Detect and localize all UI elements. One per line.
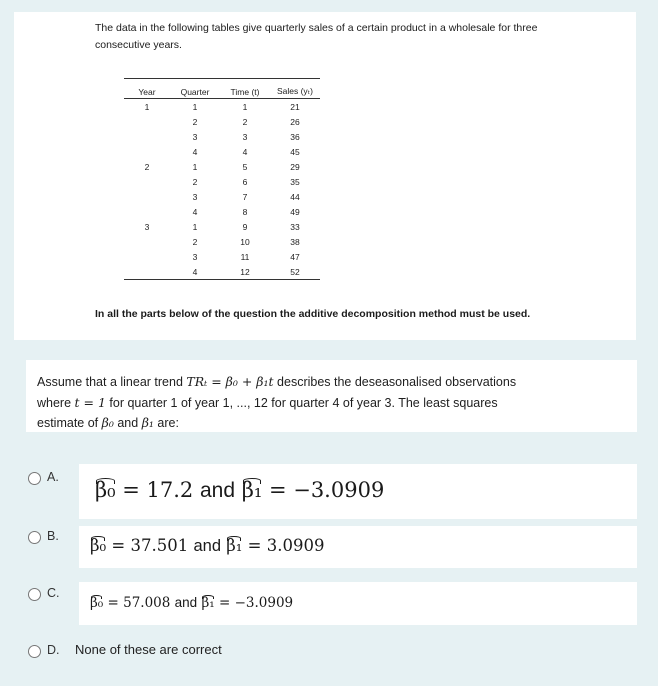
cell-time: 4: [242, 146, 248, 157]
beta0-hat: β₀: [95, 478, 116, 502]
option-d-text[interactable]: None of these are correct: [75, 642, 222, 657]
cell-sales: 36: [290, 131, 300, 142]
intro-text: The data in the following tables give quarterly sales of a certain product in a wholesale for three consecutive years.: [95, 22, 538, 51]
cell-time: 10: [240, 236, 250, 247]
cell-year: [124, 144, 170, 159]
cell-time: 12: [240, 266, 250, 277]
option-c-box[interactable]: [79, 582, 637, 625]
header-time: Time (t): [220, 79, 270, 99]
table-header-row: [124, 79, 320, 99]
cell-time: 11: [240, 251, 250, 262]
cell-time: 2: [242, 116, 248, 127]
cell-year: [124, 129, 170, 144]
option-c-and: and: [174, 595, 198, 610]
table-row: [124, 114, 320, 129]
sales-table: [124, 78, 320, 280]
cell-quarter: 3: [192, 191, 198, 202]
table-row: [124, 99, 320, 115]
cell-quarter: 4: [192, 146, 198, 157]
option-d-radio[interactable]: [28, 645, 41, 658]
option-b-box[interactable]: [79, 526, 637, 568]
header-year: Year: [124, 79, 170, 99]
cell-quarter: 4: [192, 206, 198, 217]
cell-sales: 45: [290, 146, 300, 157]
option-a-label: A.: [47, 470, 59, 484]
question-data-panel: [14, 12, 636, 340]
cell-quarter: 3: [192, 131, 198, 142]
cell-quarter: 2: [192, 116, 198, 127]
cell-quarter: 1: [192, 101, 198, 112]
table-row: [124, 219, 320, 234]
cell-time: 7: [242, 191, 248, 202]
cell-sales: 29: [290, 161, 300, 172]
cell-quarter: 2: [192, 236, 198, 247]
question-line3-a: estimate of: [37, 416, 102, 430]
t-equals-1: t = 1: [74, 394, 106, 410]
beta1-symbol: β₁: [141, 415, 154, 430]
cell-quarter: 3: [192, 251, 198, 262]
cell-quarter: 1: [192, 161, 198, 172]
cell-quarter: 1: [192, 221, 198, 232]
beta0-symbol: β₀: [101, 415, 114, 430]
option-a-and: and: [199, 479, 236, 502]
option-a-box[interactable]: [79, 464, 637, 519]
cell-year: 2: [144, 161, 150, 172]
option-b-and: and: [193, 537, 221, 555]
table-row: [124, 234, 320, 249]
cell-quarter: 2: [192, 176, 198, 187]
beta0-hat: β₀: [90, 595, 104, 611]
table-row: [124, 129, 320, 144]
table-row: [124, 204, 320, 219]
table-body: [124, 99, 320, 280]
cell-sales: 44: [290, 191, 300, 202]
cell-year: 3: [144, 221, 150, 232]
table-row: [124, 189, 320, 204]
cell-sales: 52: [290, 266, 300, 277]
option-b-b1: = 3.0909: [247, 536, 325, 555]
question-line2-a: where: [37, 395, 75, 410]
cell-time: 8: [242, 206, 248, 217]
option-a-b0: = 17.2: [122, 478, 194, 502]
cell-year: [124, 114, 170, 129]
cell-year: [124, 204, 170, 219]
cell-time: 9: [242, 221, 248, 232]
option-b-answer: [90, 536, 324, 556]
trend-formula: TRₜ = β₀ + β₁t: [186, 374, 274, 389]
cell-year: [124, 249, 170, 264]
option-c-answer: [90, 595, 293, 611]
cell-year: [124, 174, 170, 189]
beta1-hat: β₁: [226, 536, 243, 555]
cell-sales: 33: [290, 221, 300, 232]
question-panel: [26, 360, 637, 432]
question-line2-b: for quarter 1 of year 1, ..., 12 for quarter 4 of year 3. The least squares: [105, 395, 498, 410]
option-a-answer: [95, 478, 384, 503]
beta1-hat: β₁: [201, 595, 215, 611]
header-sales: Sales (yₜ): [270, 79, 320, 99]
table-row: [124, 249, 320, 264]
cell-sales: 49: [290, 206, 300, 217]
cell-time: 6: [242, 176, 248, 187]
table-row: [124, 264, 320, 280]
table-row: [124, 174, 320, 189]
additive-note: In all the parts below of the question the additive decomposition method must be used.: [95, 308, 531, 320]
question-line3-c: are:: [153, 416, 179, 430]
beta1-hat: β₁: [241, 478, 263, 502]
cell-time: 1: [242, 101, 248, 112]
cell-sales: 26: [290, 116, 300, 127]
option-d-label: D.: [47, 643, 60, 657]
beta0-hat: β₀: [90, 536, 107, 555]
cell-sales: 35: [290, 176, 300, 187]
cell-year: [124, 234, 170, 249]
option-a-radio[interactable]: [28, 472, 41, 485]
option-b-label: B.: [47, 529, 59, 543]
option-b-b0: = 37.501: [111, 536, 189, 555]
option-c-label: C.: [47, 586, 60, 600]
question-line1-a: Assume that a linear trend: [37, 375, 187, 389]
table-row: [124, 159, 320, 174]
option-c-b0: = 57.008: [107, 595, 171, 611]
question-line3-b: and: [113, 416, 142, 430]
option-c-b1: = −3.0909: [219, 595, 294, 611]
cell-year: [124, 189, 170, 204]
option-c-radio[interactable]: [28, 588, 41, 601]
cell-time: 5: [242, 161, 248, 172]
option-a-b1: = −3.0909: [268, 478, 385, 502]
cell-time: 3: [242, 131, 248, 142]
cell-sales: 21: [290, 101, 300, 112]
question-text: [37, 372, 622, 434]
header-quarter: Quarter: [170, 79, 220, 99]
question-line1-b: describes the deseasonalised observations: [273, 375, 517, 389]
table-row: [124, 144, 320, 159]
cell-quarter: 4: [192, 266, 198, 277]
cell-year: [124, 264, 170, 280]
cell-sales: 38: [290, 236, 300, 247]
cell-sales: 47: [290, 251, 300, 262]
option-b-radio[interactable]: [28, 531, 41, 544]
cell-year: 1: [144, 101, 150, 112]
